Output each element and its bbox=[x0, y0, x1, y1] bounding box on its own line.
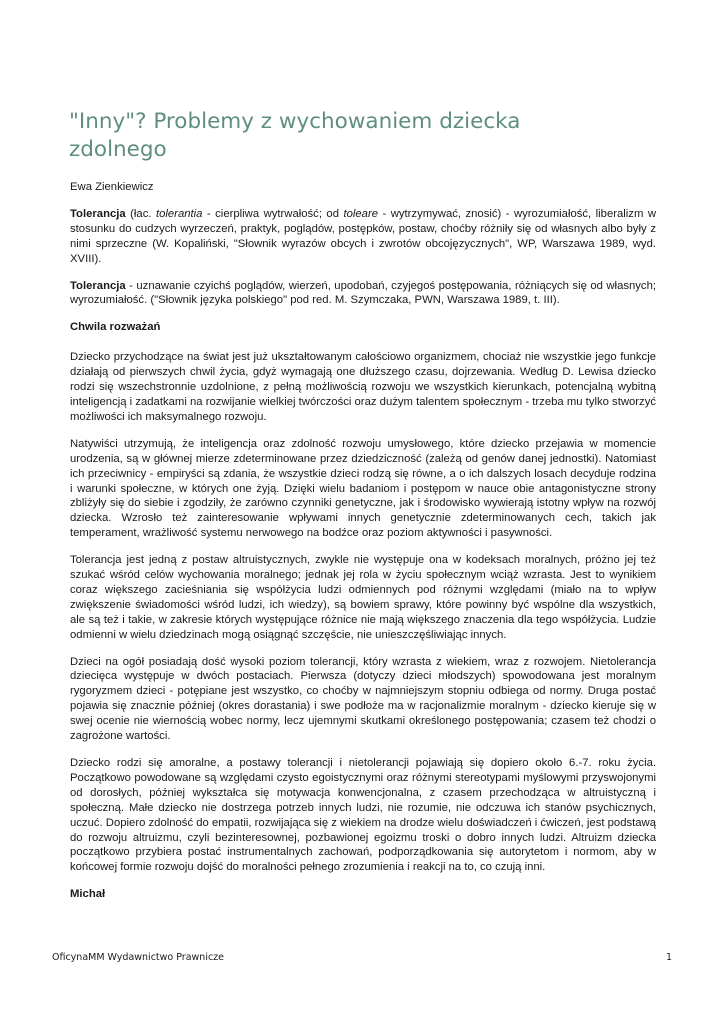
document-title: "Inny"? Problemy z wychowaniem dziecka zdolnego bbox=[69, 109, 521, 162]
definition-text: - uznawanie czyichś poglądów, wierzeń, upodobań, czyjegoś postępowania, różniących się od własnych; wyrozumiałość. ("Słownik języka polskiego" pod red. M. Szymczaka, PWN, Warszawa 1989, t. III). bbox=[70, 279, 656, 307]
footer-publisher: OficynaMM Wydawnictwo Prawnicze bbox=[52, 952, 225, 963]
definition-term: Tolerancja bbox=[70, 279, 126, 292]
definition-text: - cierpliwa wytrwałość; od bbox=[202, 207, 344, 220]
paragraph: Dziecko rodzi się amoralne, a postawy tolerancji i nietolerancji pojawiają się dopiero około 6.-7. roku życia. Początkowo powodowane są względami czysto egoistycznymi oraz różnymi stereotypami myślowymi przyswojonymi od dorosłych, później wykształca się motywacja konwencjonalna, z czasem przechodząca w altruistyczną i społeczną. Małe dziecko nie dostrzega potrzeb innych ludzi, nie rozumie, nie odczuwa ich stanów psychicznych, uczuć. Dopiero zdolność do empatii, rozwijająca się z wiekiem na drodze wielu doświadczeń i ćwiczeń, jest podstawą do rozwoju altruizmu, czyli bezinteresownej, pozbawionej egoizmu troski o dobro innych ludzi. Altruizm dziecka początkowo przybiera postać instrumentalnych zachowań, podporządkowania się autorytetom i normom, aby w końcowej formie rozwoju dojść do moralności pełnego zrozumienia i reakcji na to, co czują inni. bbox=[70, 757, 656, 874]
paragraph: Natywiści utrzymują, że inteligencja oraz zdolność rozwoju umysłowego, które dziecko przejawia w momencie urodzenia, są w głównej mierze zdeterminowane przez dziedziczność (zależą od genów danej jednostki). Natomiast ich przeciwnicy - empiryści są zdania, że wszystkie dzieci rodzą się równe, a o ich dalszych losach decyduje rodzina i warunki społeczne, w których one żyją. Dzięki wielu badaniom i postępom w nauce obie antagonistyczne strony zbliżyły się do siebie i zgodziły, że zarówno czynniki genetyczne, jak i środowisko wywierają istotny wpływ na rozwój dziecka. Wzrosło też zainteresowanie wpływami innych genetycznie zdeterminowanych cech, takich jak temperament, wrażliwość systemu nerwowego na bodźce oraz poziom aktywności i pasywności. bbox=[70, 437, 656, 540]
paragraph: Dziecko przychodzące na świat jest już ukształtowanym całościowo organizmem, chociaż nie wszystkie jego funkcje działają od pierwszych chwil życia, gdyż wymagają one dłuższego czasu, dojrzewania. Według D. Lewisa dziecko rodzi się wszechstronnie uzdolnione, z pełną możliwością rozwoju we wszystkich kierunkach, potencjalną wybitną inteligencją i zadatkami na rozwijanie wielkiej twórczości oraz dużym talentem społecznym - trzeba mu tylko stworzyć możliwości ich maksymalnego rozwoju. bbox=[70, 351, 656, 423]
section-heading: Chwila rozważań bbox=[70, 321, 161, 334]
author-name: Ewa Zienkiewicz bbox=[70, 181, 154, 193]
next-section-heading: Michał bbox=[70, 888, 106, 901]
footer-page-number: 1 bbox=[666, 952, 673, 963]
definition-term: Tolerancja bbox=[70, 207, 126, 220]
definition-2 bbox=[70, 279, 656, 309]
definition-1 bbox=[70, 207, 656, 267]
definition-latin: toleare bbox=[343, 207, 379, 220]
document-body bbox=[70, 180, 656, 917]
paragraph: Tolerancja jest jedną z postaw altruistycznych, zwykle nie występuje ona w kodeksach moralnych, próżno jej też szukać wśród celów wychowania moralnego; jednak jej rola w życiu społecznym wciąż wzrasta. Jest to wynikiem coraz większego zacieśniania się współżycia ludzi odmiennych pod różnymi względami (miało na to wpływ zwiększenie świadomości wśród ludzi, ich wiedzy), są bowiem sprawy, które powinny być wspólne dla wszystkich, ale są też i takie, w zakresie których występujące różnice nie mają większego znaczenia dla tego współżycia. Ludzie odmienni w wielu dziedzinach mogą osiągnąć szczęście, nie unieszczęśliwiając innych. bbox=[70, 554, 656, 641]
paragraph: Dzieci na ogół posiadają dość wysoki poziom tolerancji, który wzrasta z wiekiem, wraz z rozwojem. Nietolerancja dziecięca występuje w dwóch postaciach. Pierwsza (dotyczy dzieci młodszych) spowodowana jest moralnym rygoryzmem dzieci - potępiane jest wszystko, co choćby w najmniejszym stopniu odbiega od normy. Druga postać pojawia się znacznie później (okres dorastania) i swe podłoże ma w racjonalizmie moralnym - dziecko kieruje się w swej ocenie nie wiernością wobec normy, lecz ujemnymi skutkami określonego postępowania; czasem też chodzi o zagrożone wartości. bbox=[70, 655, 656, 743]
definition-text: - wytrzymywać, znosić) - wyrozumiałość, liberalizm w stosunku do cudzych wyrzeczeń, praktyk, poglądów, postępków, postaw, choćby różniły się od własnych albo były z nimi sprzeczne (W. Kopaliński, "Słownik wyrazów obcych i zwrotów obcojęzycznych", WP, Warszawa 1989, wyd. XVIII). bbox=[70, 207, 657, 265]
definition-latin: tolerantia bbox=[155, 207, 203, 220]
definition-text: (łac. bbox=[125, 207, 156, 220]
